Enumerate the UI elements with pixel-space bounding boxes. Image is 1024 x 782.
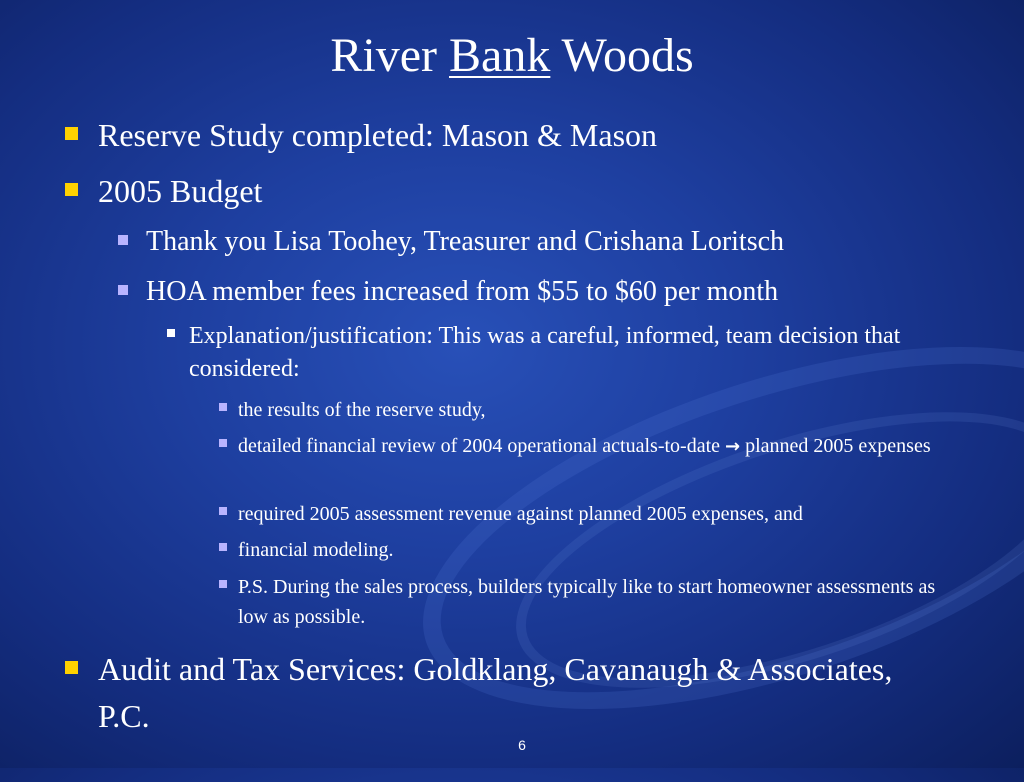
- bullet-financial-review: [219, 431, 959, 462]
- bullet-text: Thank you Lisa Toohey, Treasurer and Crishana Loritsch: [146, 226, 785, 257]
- bullet-text: required 2005 assessment revenue against planned 2005 expenses, and: [238, 503, 803, 525]
- bullet-text: Audit and Tax Services: Goldklang, Cavanaugh & Associates, P.C.: [98, 651, 893, 734]
- bullet-ps: [219, 572, 959, 632]
- square-bullet-icon: [219, 580, 227, 588]
- bullet-text: 2005 Budget: [98, 173, 263, 209]
- bullet-explanation: [167, 320, 967, 386]
- bullet-text: Reserve Study completed: Mason & Mason: [98, 117, 658, 153]
- square-bullet-icon: [167, 329, 175, 337]
- bullet-modeling: [219, 535, 959, 565]
- title-underlined-word: Bank: [449, 29, 551, 82]
- bullet-fees: [118, 274, 978, 310]
- square-bullet-icon: [65, 127, 78, 140]
- review-text: detailed financial review of 2004 operational actuals-to-date: [238, 435, 721, 457]
- bullet-text: financial modeling.: [238, 539, 394, 561]
- square-bullet-icon: [65, 661, 78, 674]
- square-bullet-icon: [219, 403, 227, 411]
- bullet-results: [219, 395, 959, 425]
- bullet-text: P.S. During the sales process, builders typically like to start homeowner assessments as low as possible.: [238, 576, 936, 628]
- bullet-text: HOA member fees increased from $55 to $60 per month: [146, 276, 779, 307]
- square-bullet-icon: [219, 543, 227, 551]
- bullet-reserve-study: [65, 112, 965, 159]
- bullet-revenue: [219, 499, 959, 529]
- bullet-thanks: [118, 224, 978, 260]
- bullet-text: [238, 431, 931, 462]
- square-bullet-icon: [65, 183, 78, 196]
- square-bullet-icon: [118, 285, 128, 295]
- title-part: River: [330, 29, 450, 82]
- slide-title: [0, 30, 1024, 83]
- review-text: planned 2005 expenses: [740, 435, 931, 457]
- bullet-audit: [65, 646, 895, 740]
- bullet-text: Explanation/justification: This was a careful, informed, team decision that considered:: [189, 323, 901, 382]
- square-bullet-icon: [219, 439, 227, 447]
- bullet-text: the results of the reserve study,: [238, 399, 486, 421]
- right-arrow-icon: →: [725, 436, 741, 457]
- bullet-budget: [65, 168, 965, 215]
- page-number: 6: [518, 737, 526, 753]
- title-part: Woods: [550, 29, 694, 82]
- square-bullet-icon: [219, 507, 227, 515]
- square-bullet-icon: [118, 235, 128, 245]
